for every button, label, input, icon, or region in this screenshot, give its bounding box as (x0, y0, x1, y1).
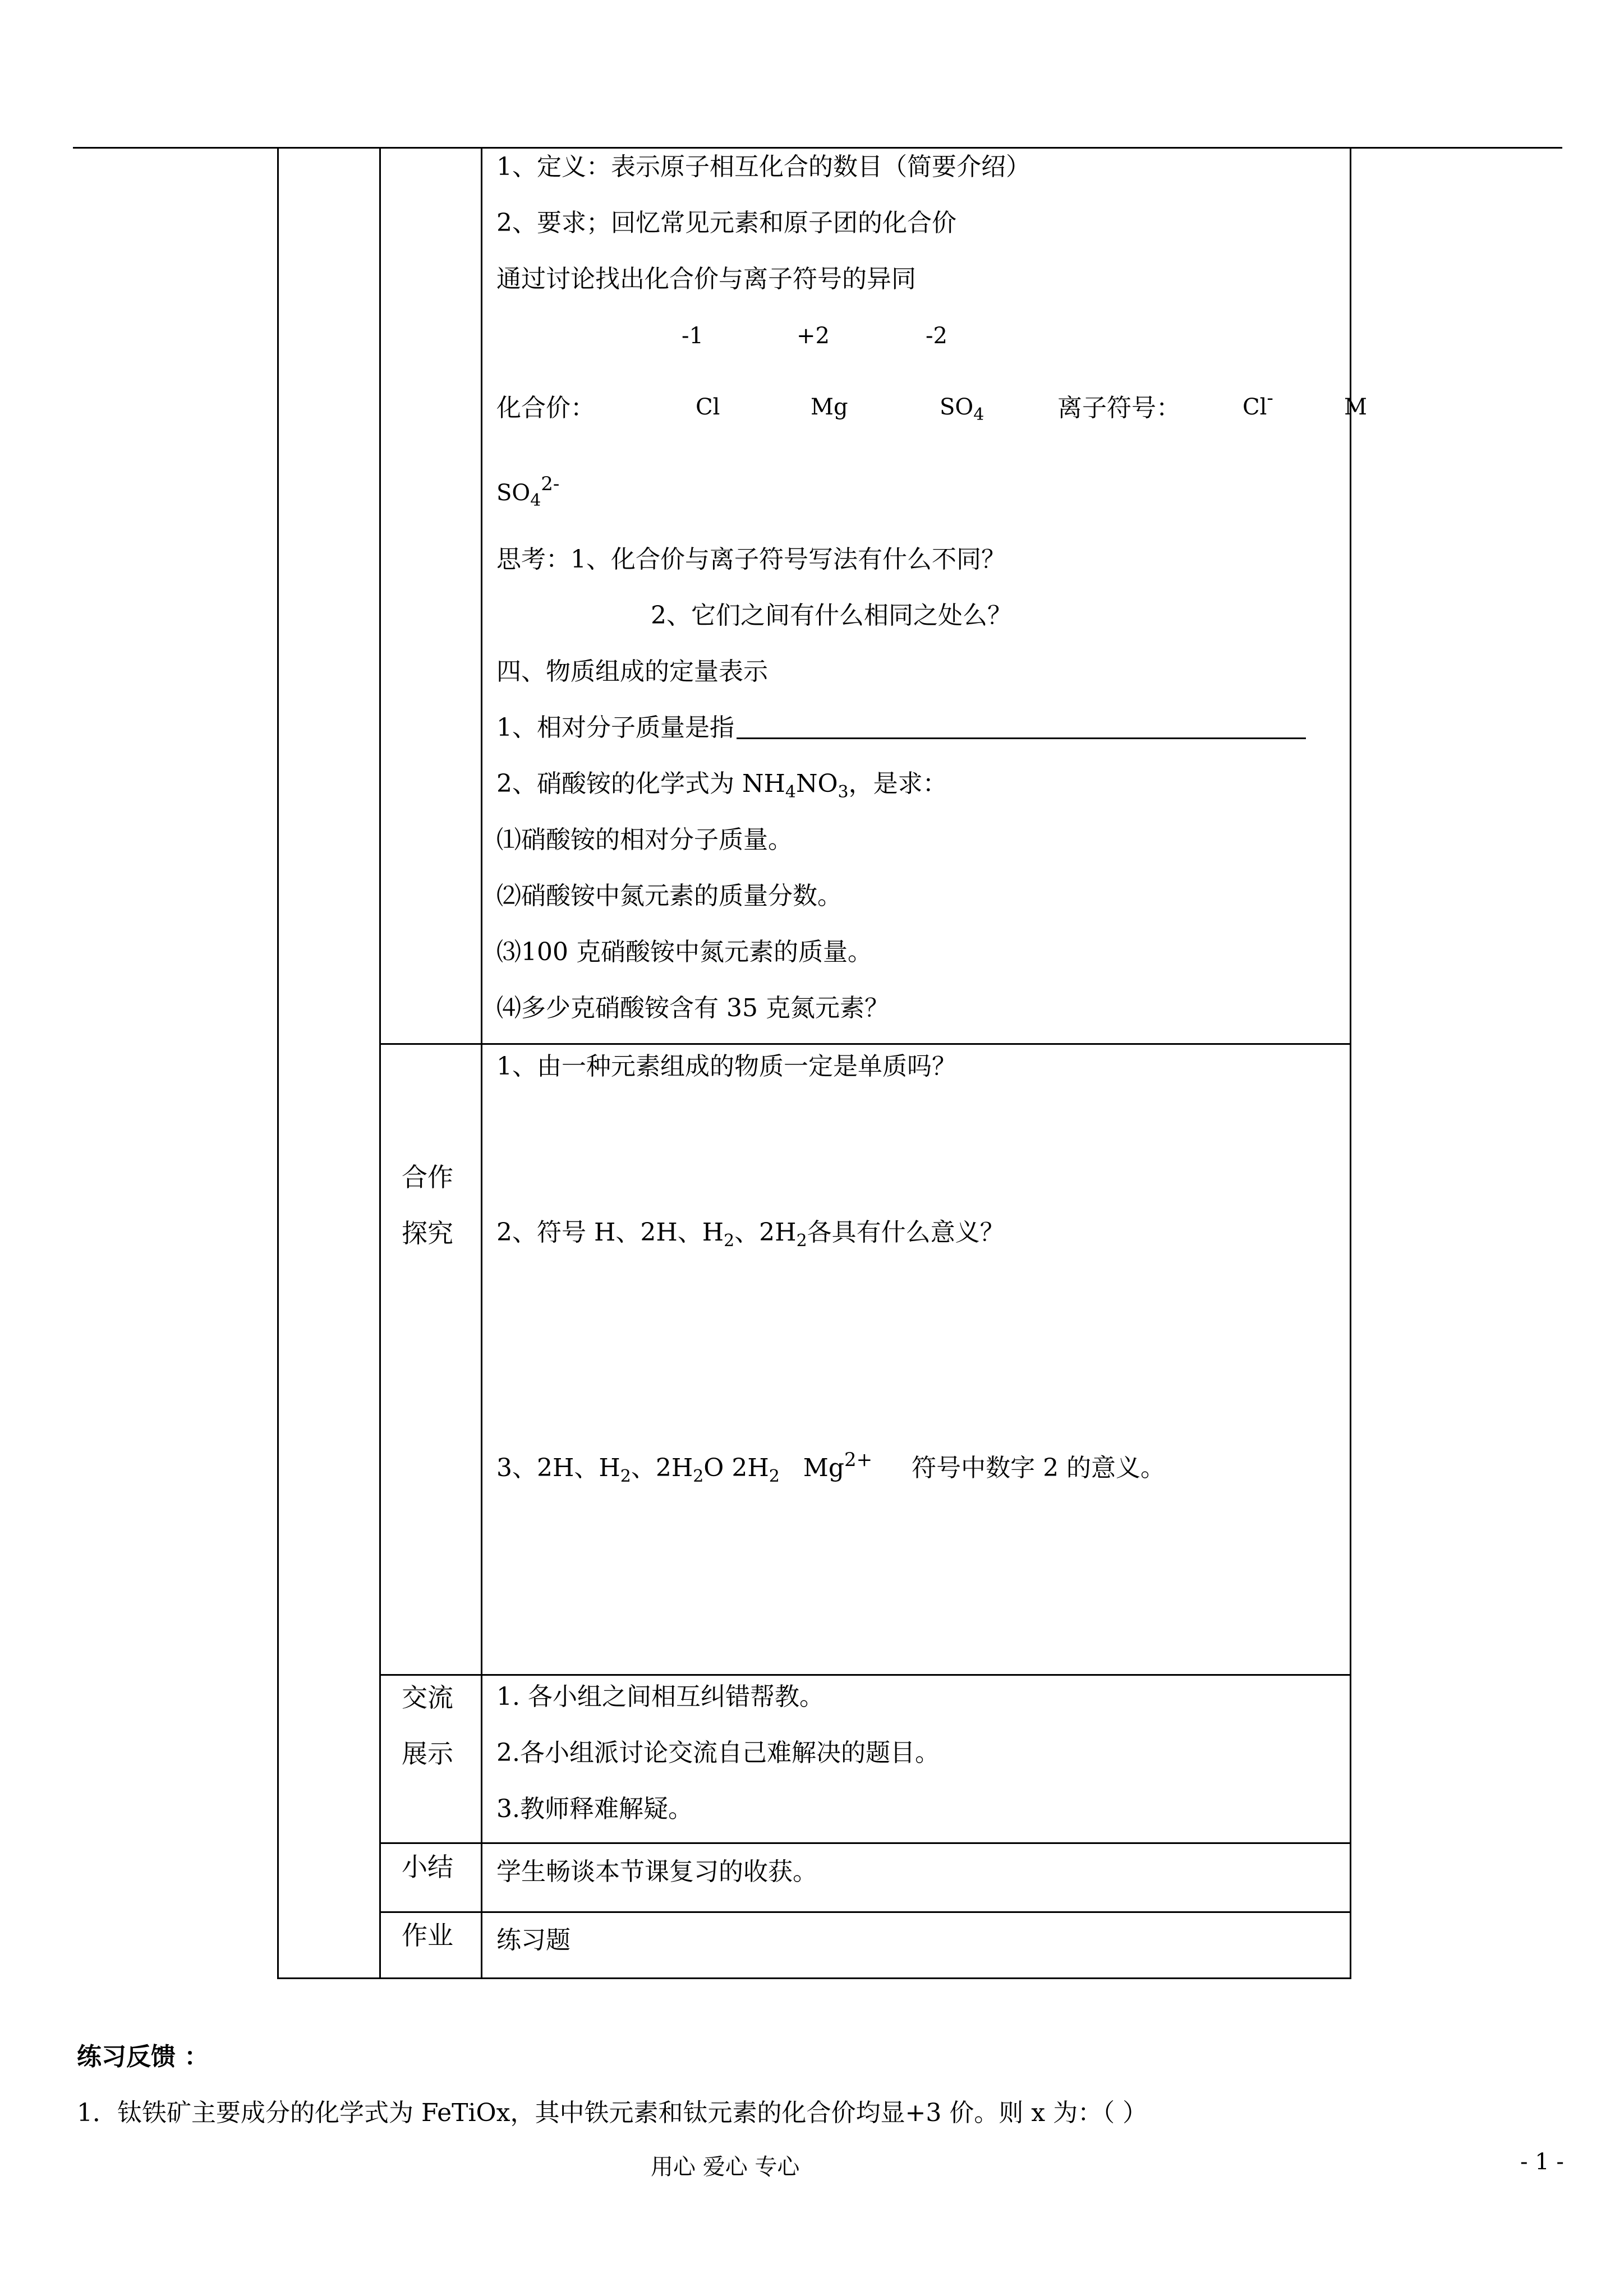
cooperation-label-1: 合作 (402, 1162, 453, 1192)
symbol-cl: Cl (696, 394, 720, 420)
sub-question-4: ⑷多少克硝酸铵含有 35 克氮元素？ (496, 994, 889, 1022)
cooperation-question-2: 2、符号 H、2H、$H_2$、$2H_2$各具有什么意义？ (496, 1218, 1005, 1251)
page-number: - 1 - (1520, 2149, 1564, 2175)
summary-label: 小结 (402, 1852, 453, 1882)
sub-question-2: ⑵硝酸铵中氮元素的质量分数。 (496, 882, 842, 910)
think-question-1: 思考：1、化合价与离子符号写法有什么不同？ (496, 545, 1006, 574)
exchange-item-3: 3.教师释难解疑。 (496, 1795, 693, 1823)
exchange-item-2: 2.各小组派讨论交流自己难解决的题目。 (496, 1739, 940, 1767)
row-divider-summary (379, 1842, 1351, 1844)
summary-text: 学生畅谈本节课复习的收获。 (496, 1857, 817, 1886)
exchange-item-1: 1. 各小组之间相互纠错帮教。 (496, 1682, 824, 1711)
definition-line: 1、定义：表示原子相互化合的数目（简要介绍） (496, 153, 1030, 181)
table-column-divider-1 (379, 148, 381, 1979)
quantitative-heading: 四、物质组成的定量表示 (496, 657, 768, 686)
table-border-bottom (277, 1977, 1351, 1979)
sub-question-3: ⑶100 克硝酸铵中氮元素的质量。 (496, 938, 872, 966)
table-column-divider-2 (481, 148, 482, 1979)
exchange-label-2: 展示 (402, 1739, 453, 1769)
feedback-question-1: 1．钛铁矿主要成分的化学式为 FeTiOx，其中铁元素和钛元素的化合价均显+3 价。则 x 为：（ ） (77, 2099, 1148, 2127)
table-border-left (277, 148, 279, 1979)
header-rule (73, 147, 1562, 149)
symbol-so4: $SO_4$ (940, 394, 984, 425)
ion-so4: $SO_4^{2-}$ (496, 473, 560, 510)
ion-label: 离子符号： (1057, 394, 1181, 422)
valence-mg: +2 (797, 323, 830, 349)
answer-blank-line (737, 737, 1306, 739)
exchange-label-1: 交流 (402, 1682, 453, 1713)
homework-label: 作业 (402, 1920, 453, 1951)
relative-mass-question: 1、相对分子质量是指 (496, 713, 1306, 743)
cooperation-question-3: 3、2H、$H_2$、$2H_2O$ $2H_2$ $Mg^{2+}$ 符号中数字 2 的意义。 (496, 1449, 1166, 1486)
table-border-right (1350, 148, 1351, 1979)
cooperation-question-1: 1、由一种元素组成的物质一定是单质吗？ (496, 1052, 956, 1081)
cooperation-label-2: 探究 (402, 1218, 453, 1248)
sub-question-1: ⑴硝酸铵的相对分子质量。 (496, 826, 793, 854)
valence-so4: -2 (926, 323, 947, 349)
feedback-heading: 练习反馈 ： (77, 2043, 209, 2071)
think-question-2: 2、它们之间有什么相同之处么？ (651, 601, 1012, 630)
ion-cl: Cl- (1243, 387, 1273, 420)
homework-text: 练习题 (496, 1926, 571, 1954)
valence-label: 化合价： (496, 394, 595, 422)
requirement-line: 2、要求；回忆常见元素和原子团的化合价 (496, 209, 956, 237)
ammonium-nitrate-question: 2、硝酸铵的化学式为 $NH_4NO_3$，是求： (496, 769, 947, 802)
footer-motto: 用心 爱心 专心 (651, 2154, 800, 2180)
valence-cl: -1 (682, 323, 703, 349)
row-divider-cooperation (379, 1043, 1351, 1045)
discussion-line: 通过讨论找出化合价与离子符号的异同 (496, 265, 916, 293)
row-divider-exchange (379, 1674, 1351, 1676)
row-divider-homework (379, 1911, 1351, 1913)
symbol-mg: Mg (811, 394, 848, 420)
ion-mg-clipped: M (1344, 394, 1367, 420)
